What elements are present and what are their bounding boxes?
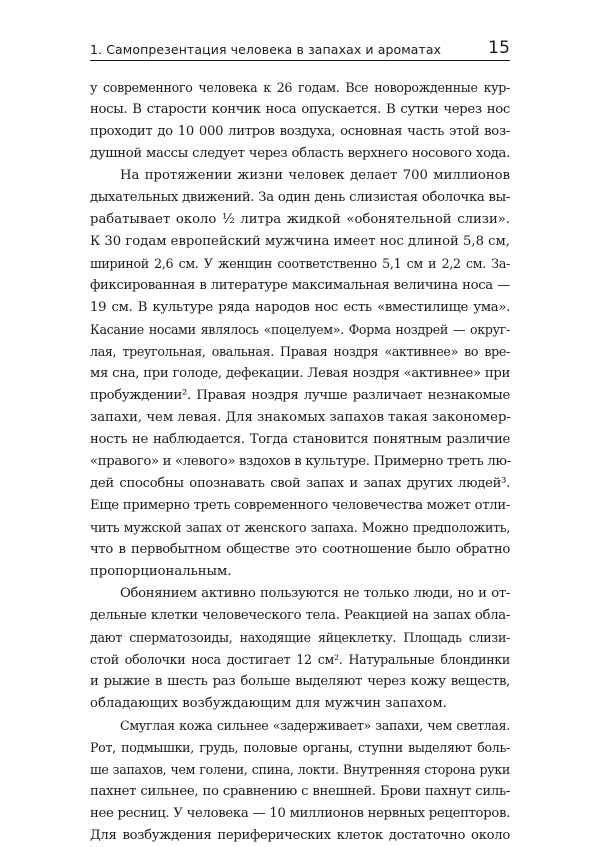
text-line: 19 см. В культуре ряда народов нос есть «вместилище ума». <box>90 300 510 315</box>
running-header <box>90 33 510 57</box>
text-line: что в первобытном обществе это соотношение было обратно <box>90 542 510 557</box>
text-line: обладающих возбуждающим для мужчин запахом. <box>90 696 447 711</box>
paragraph <box>90 165 510 583</box>
text-line: пропорциональным. <box>90 564 232 579</box>
text-line: К 30 годам европейский мужчина имеет нос длиной 5,8 см, <box>90 234 510 249</box>
text-line: мя сна, при голоде, дефекации. Левая ноздря «активнее» при <box>90 366 510 381</box>
text-line: На протяжении жизни человек делает 700 миллионов <box>120 168 510 183</box>
text-line: Смуглая кожа сильнее «задерживает» запахи, чем светлая. <box>120 718 510 733</box>
text-line: дельные клетки человеческого тела. Реакцией на запах обла- <box>90 608 510 623</box>
text-line: шириной 2,6 см. У женщин соответственно 5,1 см и 2,2 см. За- <box>90 256 510 271</box>
text-line: дают сперматозоиды, находящие яйцеклетку. Площадь слизи- <box>90 630 510 645</box>
text-line: душной массы следует через область верхнего носового хода. <box>90 146 510 161</box>
text-line: дыхательных движений. За один день слизистая оболочка вы- <box>90 190 510 205</box>
text-line: пахнет сильнее, по сравнению с внешней. Брови пахнут силь- <box>90 784 510 799</box>
text-line: Касание носами являлось «поцелуем». Форма ноздрей — округ- <box>90 322 510 337</box>
text-line: Для возбуждения периферических клеток достаточно около <box>90 828 510 843</box>
header-rule <box>90 60 510 61</box>
text-line: дей способны опознавать свой запах и запах других людей³. <box>90 476 510 491</box>
text-line: и рыжие в шесть раз больше выделяют через кожу веществ, <box>90 674 510 689</box>
text-line: «правого» и «левого» вздохов в культуре. Примерно треть лю- <box>90 454 511 469</box>
text-line: лая, треугольная, овальная. Правая ноздря «активнее» во вре- <box>90 344 510 359</box>
paragraph <box>90 77 510 165</box>
text-line: ность не наблюдается. Тогда становится понятным различие <box>90 432 510 447</box>
paragraph <box>90 583 510 715</box>
text-line: Еще примерно треть современного человечества может отли- <box>90 498 510 513</box>
text-line: проходит до 10 000 литров воздуха, основная часть этой воз- <box>90 124 510 139</box>
text-line: нее ресниц. У человека — 10 миллионов нервных рецепторов. <box>90 806 510 821</box>
text-line: Обонянием активно пользуются не только люди, но и от- <box>120 586 510 601</box>
chapter-title: 1. Самопрезентация человека в запахах и ароматах <box>90 42 442 57</box>
text-line: запахи, чем левая. Для знакомых запахов такая закономер- <box>90 410 511 425</box>
text-line: чить мужской запах от женского запаха. Можно предположить, <box>90 520 510 535</box>
page-number: 15 <box>488 38 510 58</box>
paragraph <box>90 715 510 847</box>
text-line: рабатывает около ¹⁄₂ литра жидкой «обонятельной слизи». <box>90 212 510 227</box>
text-line: фиксированная в литературе максимальная величина носа — <box>90 278 510 293</box>
text-line: пробуждении². Правая ноздря лучше различает незнакомые <box>90 388 510 403</box>
text-line: стой оболочки носа достигает 12 см². Натуральные блондинки <box>90 652 510 667</box>
body-text <box>90 77 510 847</box>
text-line: ше запахов, чем голени, спина, локти. Внутренняя сторона руки <box>90 762 510 777</box>
text-line: Рот, подмышки, грудь, половые органы, ступни выделяют боль- <box>90 740 510 755</box>
text-line: носы. В старости кончик носа опускается. В сутки через нос <box>90 102 510 117</box>
text-line: у современного человека к 26 годам. Все новорожденные кур- <box>90 80 510 95</box>
